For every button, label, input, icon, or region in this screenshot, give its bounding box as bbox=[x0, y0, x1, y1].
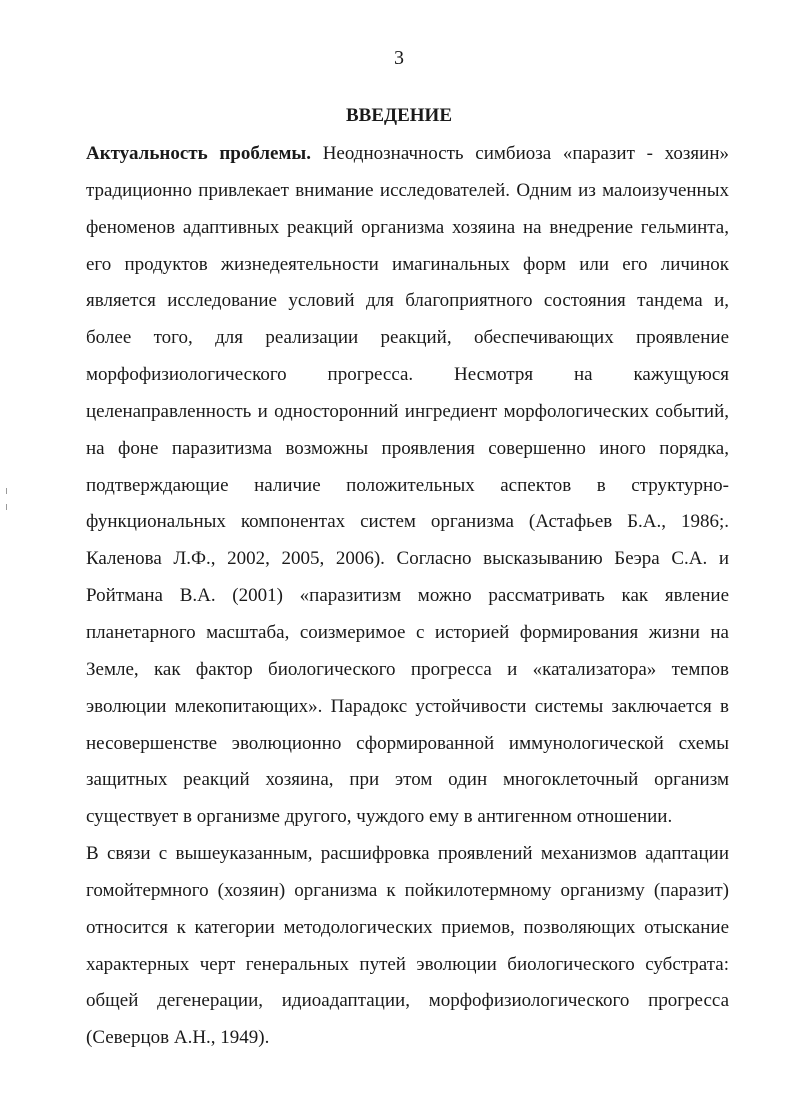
page-number: 3 bbox=[394, 47, 404, 69]
text-line: морфофизиологического прогресса. Несмотря на кажущуюся bbox=[86, 364, 729, 386]
text-line: феноменов адаптивных реакций организма хозяина на внедрение гельминта, bbox=[86, 216, 729, 238]
text-line: несовершенстве эволюционно сформированной иммунологической схемы bbox=[86, 732, 729, 754]
text-line: является исследование условий для благоприятного состояния тандема и, bbox=[86, 290, 729, 312]
text-line: функциональных компонентах систем организма (Астафьев Б.А., 1986;. bbox=[86, 511, 729, 533]
section-title: ВВЕДЕНИЕ bbox=[346, 105, 452, 126]
text-line: характерных черт генеральных путей эволюции биологического субстрата: bbox=[86, 953, 729, 975]
text-line: эволюции млекопитающих». Парадокс устойчивости системы заключается в bbox=[86, 695, 729, 717]
text-line: более того, для реализации реакций, обеспечивающих проявление bbox=[86, 327, 729, 349]
text-line: общей дегенерации, идиоадаптации, морфофизиологического прогресса bbox=[86, 990, 729, 1012]
text-line: В связи с вышеуказанным, расшифровка проявлений механизмов адаптации bbox=[86, 843, 729, 864]
text-line: его продуктов жизнедеятельности имагинальных форм или его личинок bbox=[86, 253, 729, 275]
text-line: планетарного масштаба, соизмеримое с историей формирования жизни на bbox=[86, 621, 729, 643]
text-line: традиционно привлекает внимание исследователей. Одним из малоизученных bbox=[86, 179, 729, 201]
text-line: целенаправленность и односторонний ингредиент морфологических событий, bbox=[86, 400, 729, 422]
text-line: Земле, как фактор биологического прогресса и «катализатора» темпов bbox=[86, 658, 729, 680]
text-line: защитных реакций хозяина, при этом один многоклеточный организм bbox=[86, 769, 729, 791]
text-line bbox=[86, 136, 729, 173]
margin-mark bbox=[6, 504, 7, 510]
text-line: гомойтермного (хозяин) организма к пойкилотермному организму (паразит) bbox=[86, 879, 729, 901]
text-line: Ройтмана В.А. (2001) «паразитизм можно рассматривать как явление bbox=[86, 585, 729, 607]
text-line: Каленова Л.Ф., 2002, 2005, 2006). Согласно высказыванию Беэра С.А. и bbox=[86, 548, 729, 570]
text-line: существует в организме другого, чуждого ему в антигенном отношении. bbox=[86, 806, 673, 828]
text-line: относится к категории методологических приемов, позволяющих отыскание bbox=[86, 916, 729, 938]
paragraph-methodology bbox=[86, 836, 729, 1057]
text-line: на фоне паразитизма возможны проявления совершенно иного порядка, bbox=[86, 437, 729, 459]
lead-line-text: Неоднозначность симбиоза «паразит - хозяин» bbox=[311, 143, 729, 164]
text-line: подтверждающие наличие положительных аспектов в структурно- bbox=[86, 474, 729, 496]
margin-mark bbox=[6, 488, 7, 494]
lead-heading: Актуальность проблемы. bbox=[86, 143, 311, 164]
paragraph-relevance bbox=[86, 136, 729, 836]
text-line: (Северцов А.Н., 1949). bbox=[86, 1027, 270, 1049]
